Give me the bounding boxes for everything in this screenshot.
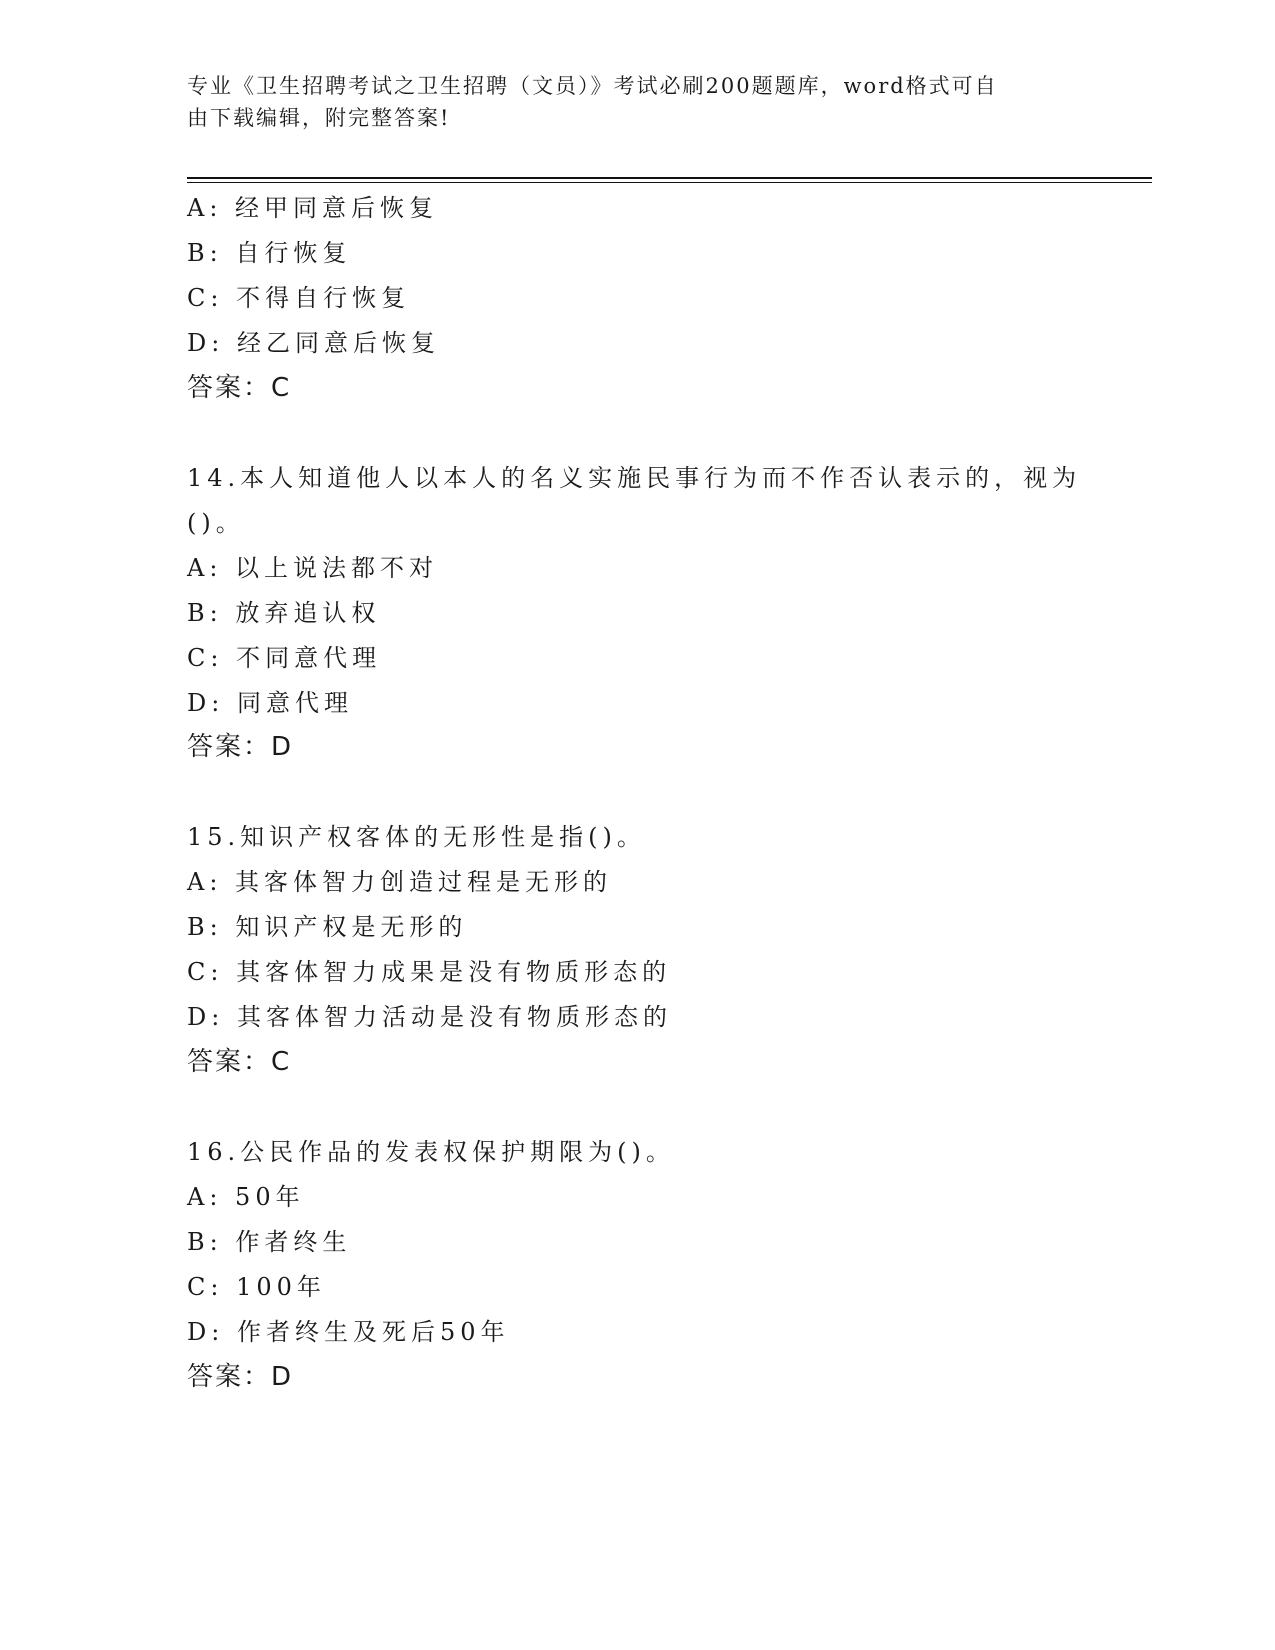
q16-option-d: D: 作者终生及死后50年 — [187, 1318, 510, 1346]
q15-stem: 15.知识产权客体的无形性是指()。 — [187, 823, 646, 851]
q13-answer: 答案：C — [187, 373, 292, 403]
q16-option-a: A: 50年 — [187, 1183, 305, 1211]
header-divider-thin — [187, 182, 1152, 183]
q14-stem-line-2: ()。 — [187, 509, 245, 537]
q13-option-c: C: 不得自行恢复 — [187, 284, 411, 312]
q13-option-d: D: 经乙同意后恢复 — [187, 329, 440, 357]
header-line-2: 由下载编辑，附完整答案! — [187, 106, 451, 130]
q14-answer: 答案：D — [187, 732, 294, 762]
q16-stem: 16.公民作品的发表权保护期限为()。 — [187, 1138, 675, 1166]
document-header — [187, 70, 1087, 134]
q14-option-c: C: 不同意代理 — [187, 644, 382, 672]
header-divider-thick — [187, 177, 1152, 179]
q15-answer: 答案：C — [187, 1047, 292, 1077]
q16-answer: 答案：D — [187, 1362, 294, 1392]
q14-option-a: A: 以上说法都不对 — [187, 554, 439, 582]
q13-option-a: A: 经甲同意后恢复 — [187, 194, 439, 222]
q14-option-d: D: 同意代理 — [187, 689, 353, 717]
q16-option-c: C: 100年 — [187, 1273, 326, 1301]
q15-option-b: B: 知识产权是无形的 — [187, 913, 468, 941]
q14-stem-line-1: 14.本人知道他人以本人的名义实施民事行为而不作否认表示的，视为 — [187, 464, 1082, 492]
q15-option-d: D: 其客体智力活动是没有物质形态的 — [187, 1003, 672, 1031]
q13-option-b: B: 自行恢复 — [187, 239, 352, 267]
q14-option-b: B: 放弃追认权 — [187, 599, 381, 627]
header-line-1: 专业《卫生招聘考试之卫生招聘（文员）》考试必刷200题题库，word格式可自 — [187, 74, 998, 98]
q15-option-a: A: 其客体智力创造过程是无形的 — [187, 868, 613, 896]
q15-option-c: C: 其客体智力成果是没有物质形态的 — [187, 958, 672, 986]
q16-option-b: B: 作者终生 — [187, 1228, 352, 1256]
